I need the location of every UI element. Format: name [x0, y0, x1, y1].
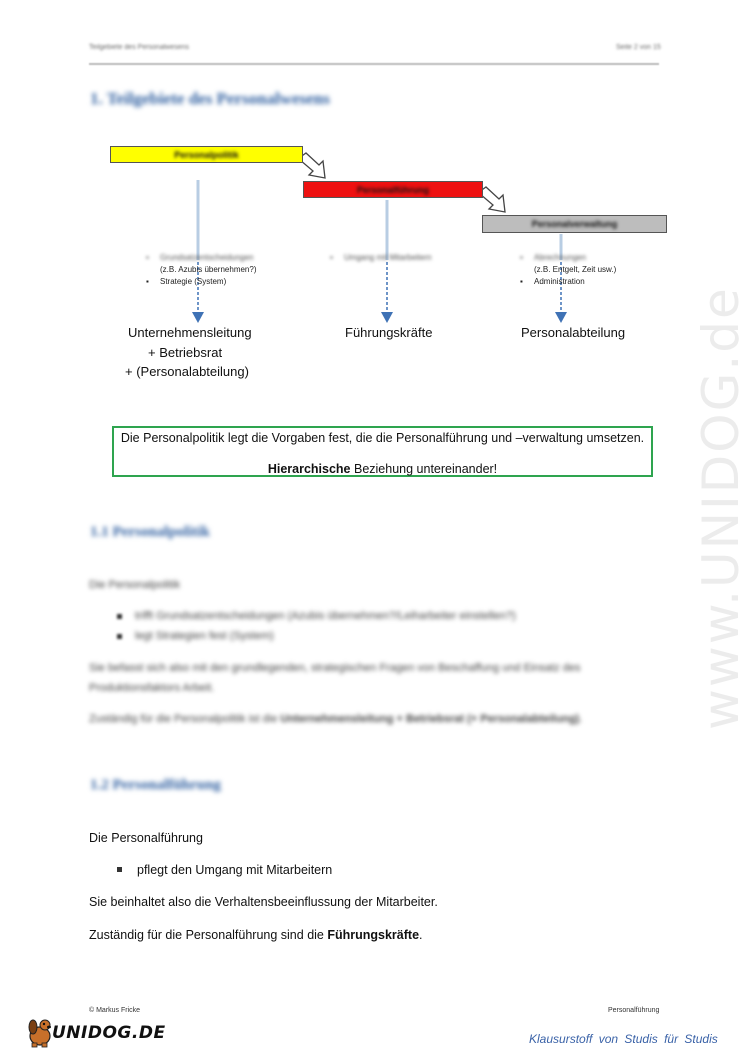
callout-line-1: Die Personalpolitik legt die Vorgaben fest, die die Personalführung und –verwaltung umsetzen.: [120, 431, 645, 445]
personalpolitik-para1-line2: Produktionsfaktors Arbeit.: [89, 682, 215, 694]
col3-bullets: ▪ Abrechnungen (z.B. Entgelt, Zeit usw.) ▪ Administration: [520, 253, 617, 286]
personalfuehrung-para2: Zuständig für die Personalführung sind die Führungskräfte.: [89, 928, 423, 942]
footer-copyright: © Markus Fricke: [89, 1007, 141, 1014]
footer-chapter: Personalführung: [608, 1007, 660, 1014]
logo-text: UNIDOG.DE: [52, 1023, 166, 1043]
heading-personalpolitik: 1.1 Personalpolitik: [90, 524, 211, 540]
col1-bullets: ▪ Grundsatzentscheidungen (z.B. Azubis übernehmen?) ▪ Strategie (System): [146, 253, 257, 286]
watermark: www.UNIDOG.de: [692, 286, 750, 730]
header-left-text: Teilgebiete des Personalwesens: [89, 44, 190, 51]
heading-teilgebiete: 1. Teilgebiete des Personalwesens: [90, 89, 330, 108]
diagram-connectors: [0, 0, 750, 330]
arrow-down-icon-2: [381, 312, 393, 323]
callout-box: [112, 426, 653, 477]
target-betriebsrat: + Betriebsrat: [148, 345, 223, 360]
personalpolitik-bullet-2: legt Strategien fest (System): [135, 630, 274, 642]
col2-bullets: ▪ Umgang mit Mitarbeitern: [330, 253, 432, 262]
box-personalverwaltung: Personalverwaltung: [482, 215, 667, 233]
target-fuehrungskraefte: Führungskräfte: [345, 325, 433, 340]
target-personalabteilung: Personalabteilung: [521, 325, 626, 340]
personalpolitik-bullet-1: trifft Grundsatzentscheidungen (Azubis übernehmen?/Leiharbeiter einstellen?): [135, 610, 516, 622]
personalpolitik-para1-line1: Sie befasst sich also mit den grundlegenden, strategischen Fragen von Beschaffung und Einsatz des: [89, 662, 581, 674]
personalpolitik-intro: Die Personalpolitik: [89, 579, 181, 591]
dog-logo-icon: [25, 1016, 55, 1048]
bullet-icon: [117, 634, 122, 639]
personalpolitik-para2: Zuständig für die Personalpolitik ist die Unternehmensleitung + Betriebsrat (+ Personalabteilung).: [89, 713, 583, 725]
bullet-icon: [117, 614, 122, 619]
header-page-number: Seite 2 von 15: [616, 44, 661, 51]
bullet-icon: [117, 867, 122, 872]
box-personalpolitik: Personalpolitik: [110, 146, 303, 163]
arrow-down-icon-1: [192, 312, 204, 323]
box-personalfuehrung: Personalführung: [303, 181, 483, 198]
personalfuehrung-intro: Die Personalführung: [89, 831, 203, 845]
footer-slogan: Klausurstoff von Studis für Studis: [529, 1032, 718, 1046]
arrow-down-icon-3: [555, 312, 567, 323]
personalfuehrung-para1: Sie beinhaltet also die Verhaltensbeeinflussung der Mitarbeiter.: [89, 895, 438, 909]
personalfuehrung-bullet: pflegt den Umgang mit Mitarbeitern: [137, 863, 333, 877]
target-unternehmensleitung: Unternehmensleitung: [128, 325, 252, 340]
target-personalabteilung-optional: + (Personalabteilung): [125, 364, 249, 379]
callout-line-2: Hierarchische Beziehung untereinander!: [267, 462, 498, 476]
heading-personalfuehrung: 1.2 Personalführung: [90, 777, 221, 793]
